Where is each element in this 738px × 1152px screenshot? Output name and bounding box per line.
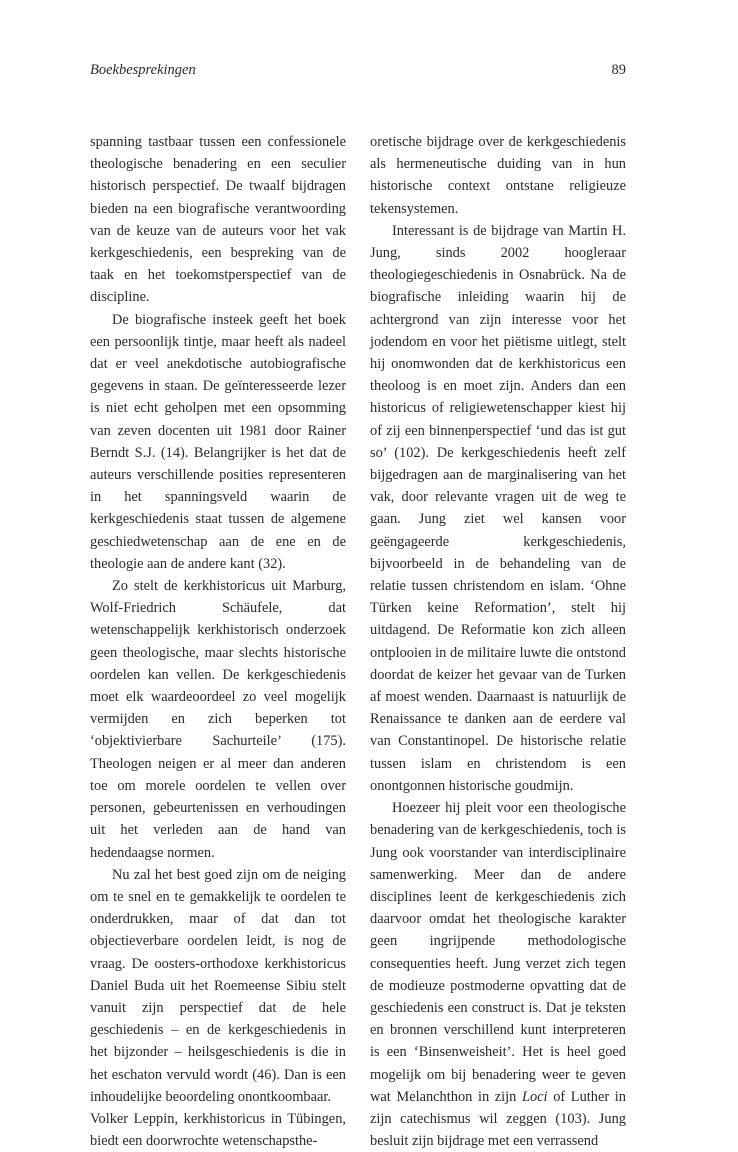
paragraph-continued: spanning tastbaar tussen een confessionele theologische benadering en een seculier historisch perspectief. De twaalf bijdragen bieden na een biografische verantwoording van de keuze van de auteurs voor het vak kerkgeschiedenis, een bespreking van de taak en het toekomstperspectief van de discipline.: [90, 134, 346, 306]
page-number: 89: [611, 62, 626, 78]
paragraph: [370, 797, 626, 1152]
paragraph: Zo stelt de kerkhistoricus uit Marburg, Wolf-Friedrich Schäufele, dat wetenschappelijk kerkhistorisch onderzoek geen theologische, maar slechts historische oordelen kan vellen. De kerkgeschiedenis moet elk waardeoordeel zo veel mogelijk vermijden en zich beperken tot ‘objektivierbare Sachurteile’ (175). Theologen neigen er al meer dan anderen toe om morele oordelen te vellen over personen, gebeurtenissen en verhoudingen uit het verleden aan de hand van hedendaagse normen.: [90, 578, 346, 861]
paragraph-continued: oretische bijdrage over de kerkgeschiedenis als hermeneutische duiding van in hun historische context ontstane religieuze tekensystemen.: [370, 134, 626, 217]
paragraph: Interessant is de bijdrage van Martin H. Jung, sinds 2002 hoogleraar theologiegeschiedenis in Osnabrück. Na de biografische inleiding waarin hij de achtergrond van zijn interesse voor het jodendom en voor het piëtisme uitlegt, stelt hij onomwonden dat de kerkhistoricus een theoloog is en moet zijn. Anders dan een historicus of religiewetenschapper kiest hij of zij een binnenperspectief ‘und das ist gut so’ (102). De kerkgeschiedenis heeft zelf bijgedragen aan de marginalisering van het vak, door relevante vragen uit de weg te gaan. Jung ziet wel kansen voor geëngageerde kerkgeschiedenis, bijvoorbeeld in de behandeling van de relatie tussen christendom en islam. ‘Ohne Türken keine Reformation’, stelt hij uitdagend. De Reformatie kon zich alleen ontplooien in de militaire luwte die ontstond doordat de keizer het gevaar van de Turken af moest wenden. Daarnaast is natuurlijk de Renaissance te danken aan de eerdere val van Constantinopel. De historische relatie tussen islam en christendom is een onontgonnen historische goudmijn.: [370, 222, 626, 794]
running-header: [90, 62, 626, 84]
section-title: Boekbesprekingen: [90, 62, 196, 78]
right-column: [370, 131, 626, 1152]
paragraph: Nu zal het best goed zijn om de neiging om te snel en te gemakkelijk te oordelen te onderdrukken, maar of dat dan tot objectieverbare oordelen leidt, is nog de vraag. De oosters-orthodoxe kerkhistoricus Daniel Buda uit het Roemeense Sibiu stelt vanuit zijn perspectief dat de hele geschiedenis – en de kerkgeschiedenis in het bijzonder – heilsgeschiedenis is die in het eschaton vervuld wordt (46). Dan is een inhoudelijke beoordeling onontkoombaar.: [90, 866, 346, 1105]
italic-title: Loci: [521, 1088, 548, 1105]
paragraph: De biografische insteek geeft het boek een persoonlijk tintje, maar heeft als nadeel dat er veel anekdotische autobiografische gegevens in staan. De geïnteresseerde lezer is niet echt geholpen met een opsomming van zeven docenten uit 1981 door Rainer Berndt S.J. (14). Belangrijker is het dat de auteurs verschillende posities representeren in het spanningsveld waarin de kerkgeschiedenis staat tussen de algemene geschiedwetenschap aan de ene en de theologie aan de andere kant (32).: [90, 311, 346, 572]
left-column: [90, 131, 346, 1152]
paragraph-text: Hoezeer hij pleit voor een theologische benadering van de kerkgeschiedenis, toch is Jung ook voorstander van interdisciplinaire samenwerking. Meer dan de andere disciplines leent de kerkgeschiedenis zich daarvoor omdat het theologische karakter geen ingrijpende methodologische consequenties heeft. Jung verzet zich tegen de modieuze postmoderne opvatting dat de geschiedenis een construct is. Dat je teksten en bronnen verschillend kunt interpreteren is een ‘Binsenweisheit’. Het is heel goed mogelijk om bij benadering weer te geven wat Melanchthon in zijn: [370, 800, 626, 1105]
paragraph: Volker Leppin, kerkhistoricus in Tübingen, biedt een doorwrochte wetenschapsthe-: [90, 1110, 346, 1150]
paragraph-text: of Luther in zijn catechismus wil zeggen (103). Jung besluit zijn bijdrage met een verrassend: [370, 1088, 626, 1150]
